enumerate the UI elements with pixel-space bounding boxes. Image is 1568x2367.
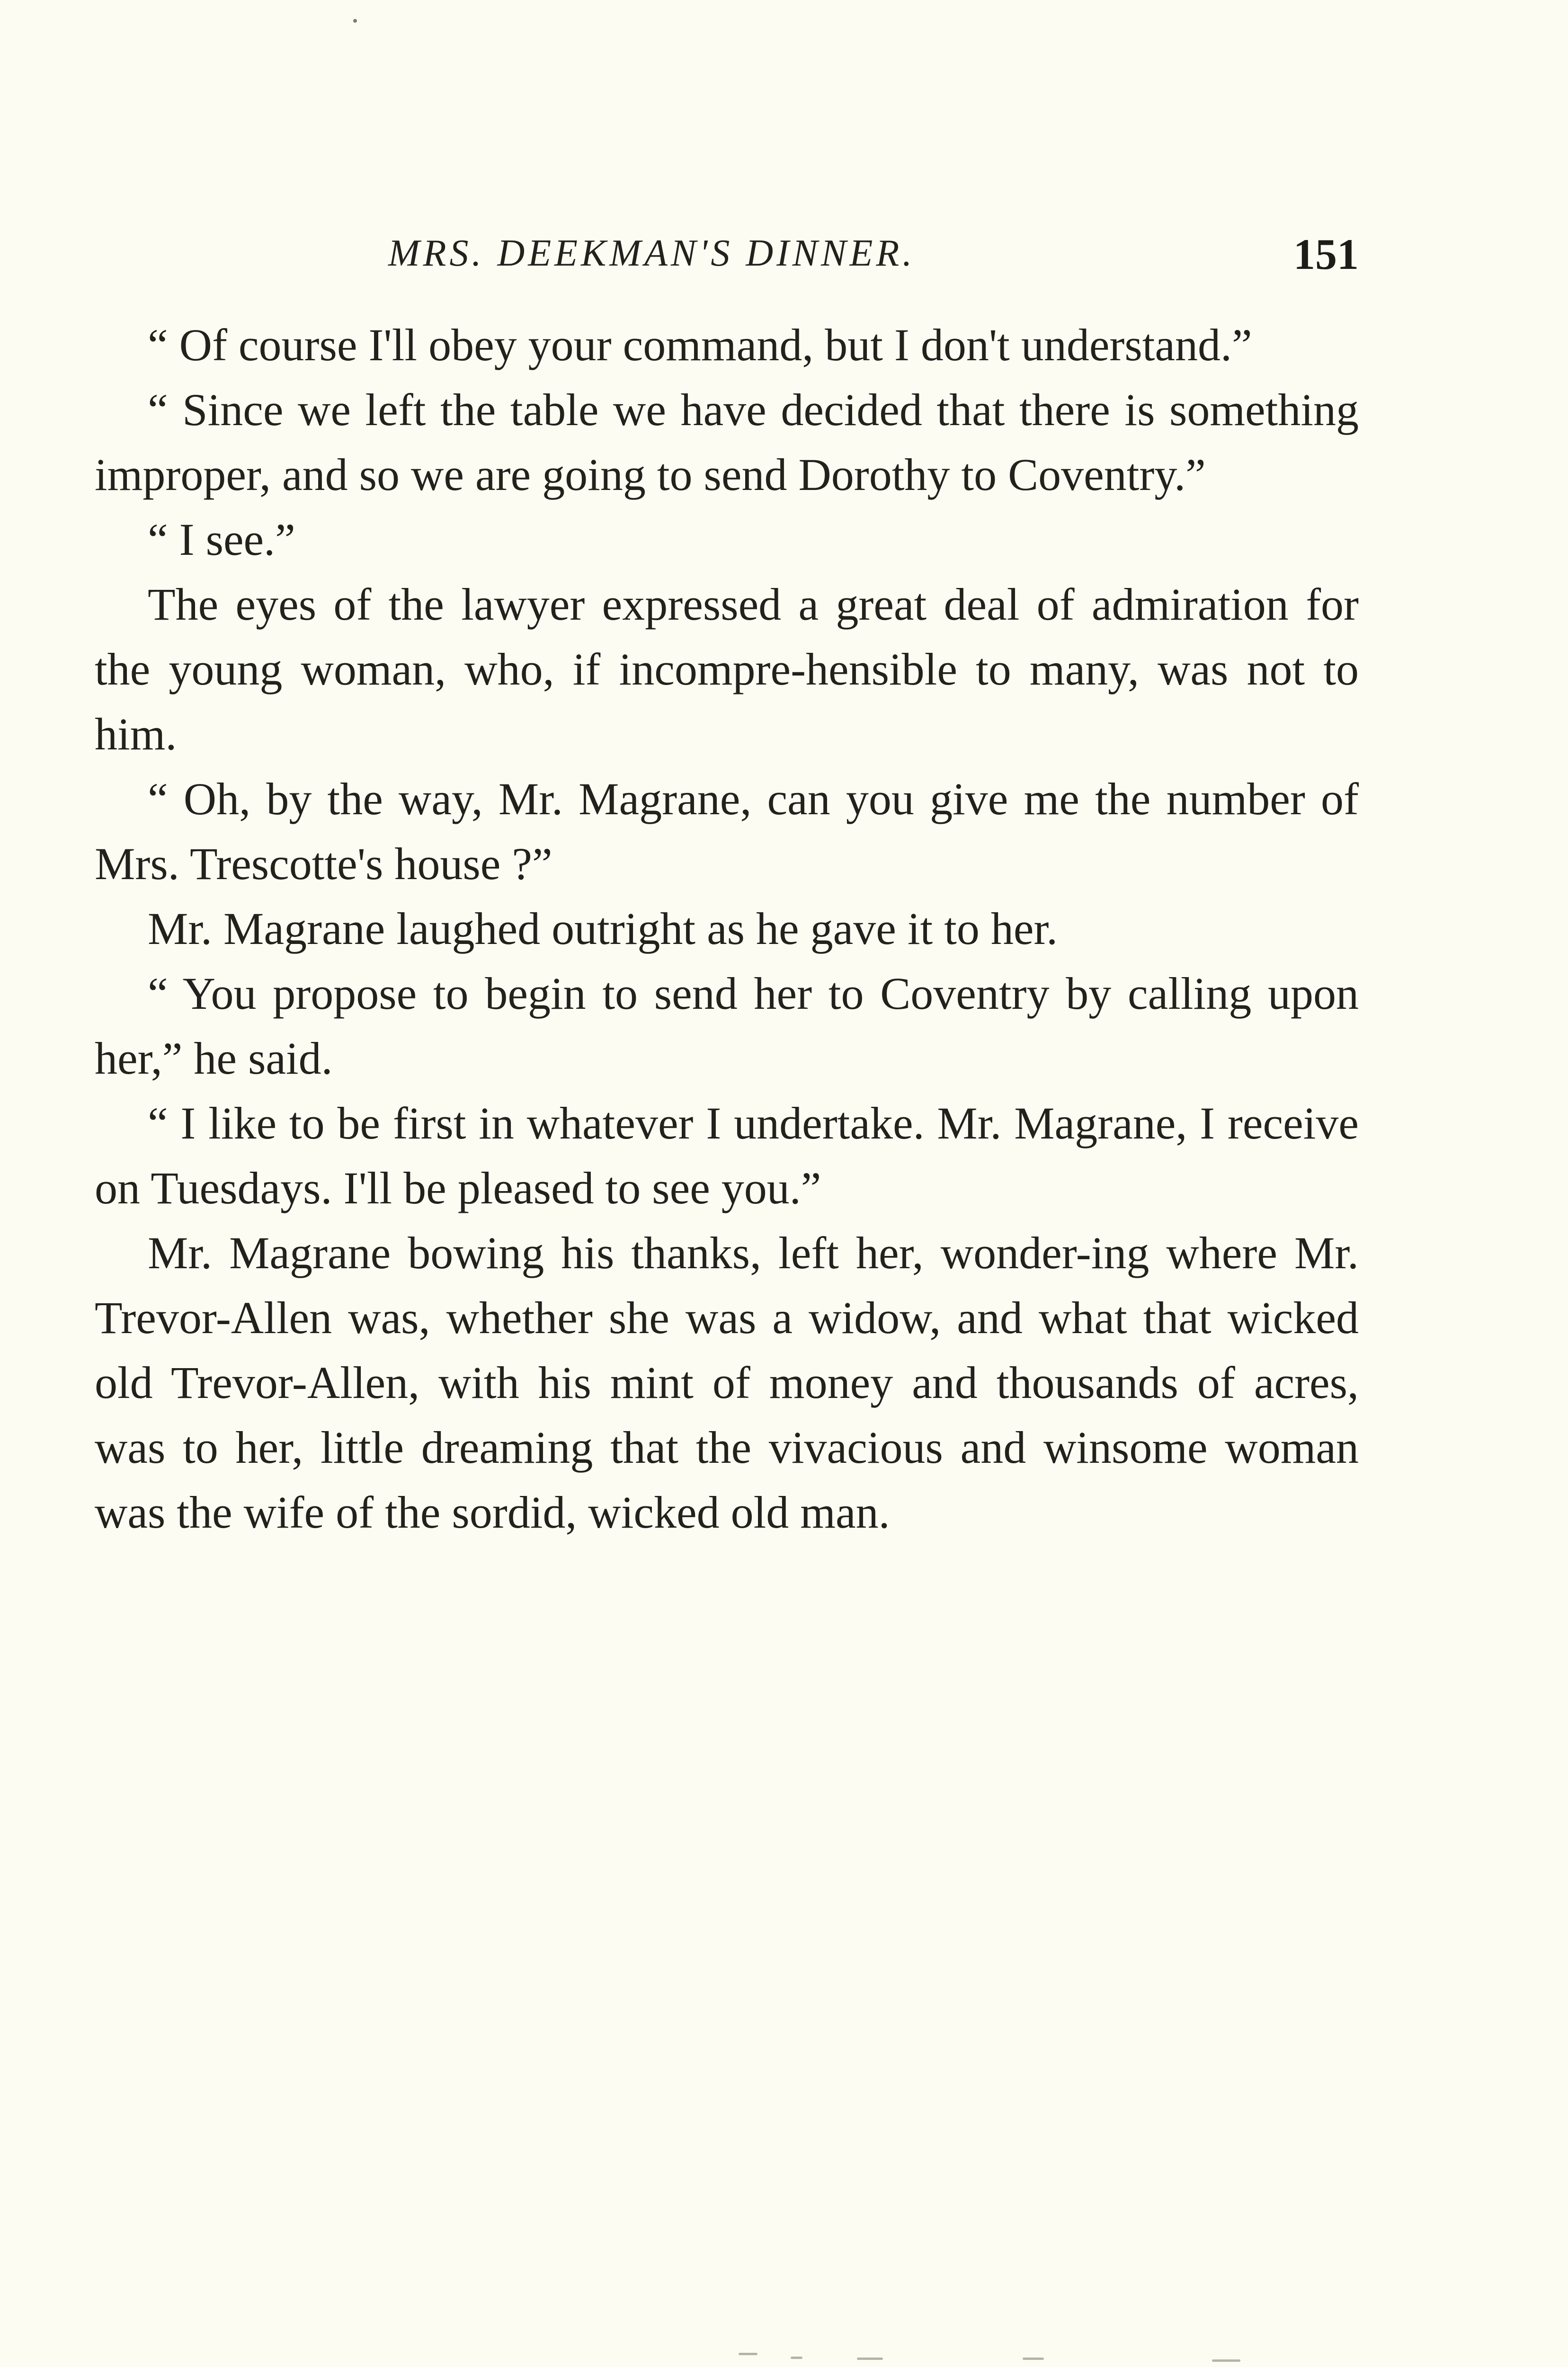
paragraph: Mr. Magrane laughed outright as he gave it to her. (148, 903, 1058, 954)
page-number: 151 (1293, 230, 1359, 278)
paragraph: “ Oh, by the way, Mr. Magrane, can you give me the number of Mrs. Trescotte's house ?” (95, 774, 1359, 889)
paragraph: “ Of course I'll obey your command, but I don't understand.” (148, 320, 1252, 370)
running-title: MRS. DEEKMAN'S DINNER. (388, 232, 916, 274)
body-text (95, 312, 1359, 1545)
paragraph: Mr. Magrane bowing his thanks, left her, wonder-ing where Mr. Trevor-Allen was, whether she was a widow, and what that wicked old Trevor-Allen, with his mint of money and thousands of acres, was to her, little dreaming that the vivacious and winsome woman was the wife of the sordid, wicked old man. (95, 1228, 1359, 1538)
bleed-mark (1023, 2358, 1044, 2360)
bleed-mark (739, 2353, 757, 2355)
paragraph: “ I see.” (148, 514, 295, 565)
paragraph: “ I like to be first in whatever I undertake. Mr. Magrane, I receive on Tuesdays. I'll be pleased to see you.” (95, 1098, 1359, 1213)
page-speck (353, 19, 357, 23)
running-head (95, 222, 1363, 284)
bleed-through-marks (739, 2343, 1283, 2367)
bleed-mark (857, 2358, 883, 2360)
paragraph: “ Since we left the table we have decided that there is something improper, and so we are going to send Dorothy to Coventry.” (95, 384, 1359, 500)
paragraph: “ You propose to begin to send her to Coventry by calling upon her,” he said. (95, 968, 1359, 1084)
bleed-mark (791, 2357, 802, 2359)
paragraph: The eyes of the lawyer expressed a great deal of admiration for the young woman, who, if incompre-hensible to many, was not to him. (95, 579, 1359, 759)
bleed-mark (1212, 2359, 1240, 2362)
